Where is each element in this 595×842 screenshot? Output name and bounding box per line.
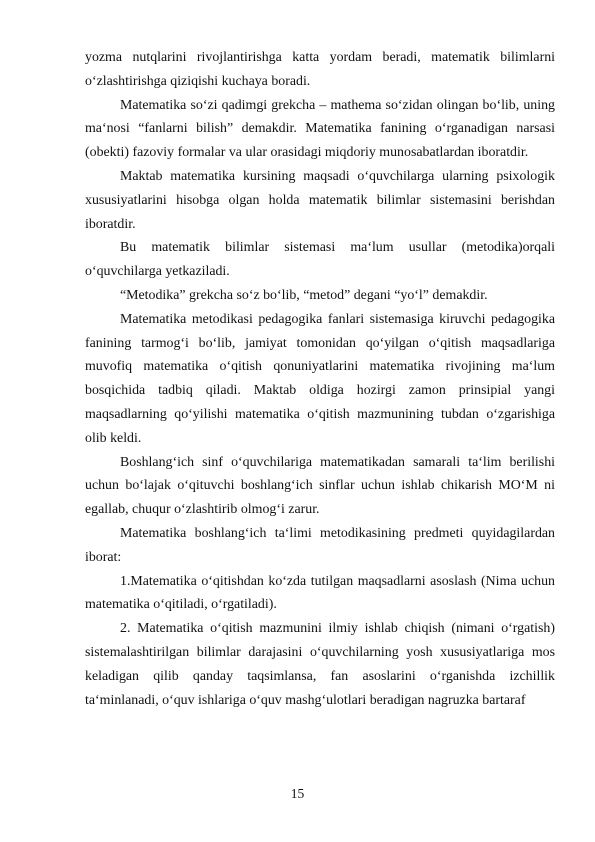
paragraph-continuation: yozma nutqlarini rivojlantirishga katta yordam beradi, matematik bilimlarni oʻzlashtirishga qiziqishi kuchaya boradi. — [85, 50, 555, 89]
list-item-1: 1.Matematika oʻqitishdan koʻzda tutilgan maqsadlarni asoslash (Nima uchun matematika oʻqitiladi, oʻrgatiladi). — [85, 573, 555, 613]
page-number: 15 — [290, 786, 305, 801]
paragraph-primary-teacher: Boshlangʻich sinf oʻquvchilariga matematikadan samarali taʻlim berilishi uchun boʻlajak oʻqituvchi boshlangʻich sinflar uchun ishlab chikarish MOʻM ni egallab, chuqur oʻzlashtirib olmogʻi zarur. — [85, 454, 555, 518]
list-item-2: 2. Matematika oʻqitish mazmunini ilmiy ishlab chiqish (nimani oʻrgatish) sistemalashtirilgan bilimlar darajasini oʻquvchilarning yosh xususiyatlariga mos keladigan qilib qanday taqsimlansa, fan asoslarini oʻrganishda izchillik taʻminlanadi, oʻquv ishlariga oʻquv mashgʻulotlari beradigan nagruzka bartaraf — [85, 621, 555, 708]
paragraph-methods: Bu matematik bilimlar sistemasi maʻlum usullar (metodika)orqali oʻquvchilarga yetkaziladi. — [85, 240, 555, 280]
paragraph-school-course-goal: Maktab matematika kursining maqsadi oʻquvchilarga ularning psixologik xususiyatlarini hisobga olgan holda matematik bilimlar sistemasini berishdan iboratdir. — [85, 168, 555, 232]
body-text — [85, 46, 555, 712]
paragraph-methodology-branch: Matematika metodikasi pedagogika fanlari sistemasiga kiruvchi pedagogika fanining tarmogʻi boʻlib, jamiyat tomonidan qoʻyilgan oʻqitish maqsadlariga muvofiq matematika oʻqitish qonuniyatlarini matematika rivojining maʻlum bosqichida tadbiq qiladi. Maktab oldiga hozirgi zamon prinsipial yangi maqsadlarning qoʻyilishi matematika oʻqitish mazmunining tubdan oʻzgarishiga olib keldi. — [85, 311, 555, 446]
paragraph-matematika-etymology: Matematika soʻzi qadimgi grekcha – mathema soʻzidan olingan boʻlib, uning maʻnosi “fanlarni bilish” demakdir. Matematika fanining oʻrganadigan narsasi (obekti) fazoviy formalar va ular orasidagi miqdoriy munosabatlardan iboratdir. — [85, 97, 555, 161]
paragraph-subject-intro: Matematika boshlangʻich taʻlimi metodikasining predmeti quyidagilardan iborat: — [85, 525, 555, 565]
paragraph-metodika-definition: “Metodika” grekcha soʻz boʻlib, “metod” degani “yoʻl” demakdir. — [120, 287, 488, 303]
